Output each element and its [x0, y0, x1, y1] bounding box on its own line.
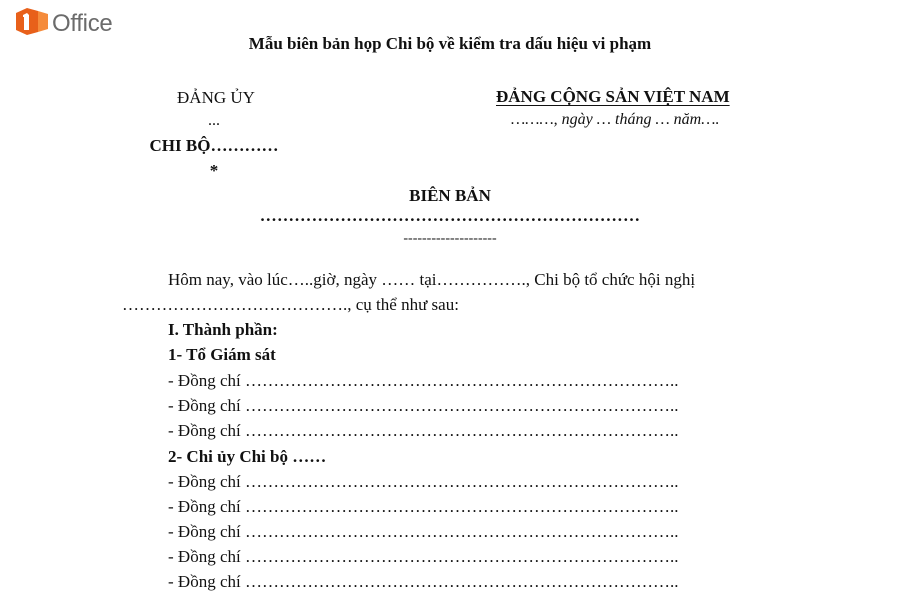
- group-heading-committee: 2- Chi ủy Chi bộ ……: [168, 447, 327, 466]
- place-date-line: ………, ngày … tháng … năm….: [511, 111, 720, 128]
- member-line: - Đồng chí …………………………………………………………………..: [168, 472, 679, 491]
- member-line: - Đồng chí …………………………………………………………………..: [168, 497, 679, 516]
- office-logo-text: Office: [52, 9, 113, 37]
- group-heading-supervision: 1- Tổ Giám sát: [168, 345, 276, 364]
- party-cell: CHI BỘ…………: [149, 136, 279, 155]
- member-line: - Đồng chí …………………………………………………………………..: [168, 547, 679, 566]
- member-line: - Đồng chí …………………………………………………………………..: [168, 522, 679, 541]
- member-line: - Đồng chí …………………………………………………………………..: [168, 572, 679, 591]
- intro-line-2: …………………………………., cụ thể như sau:: [122, 295, 459, 314]
- section-heading: I. Thành phần:: [168, 320, 278, 339]
- party-committee-name: ...: [208, 112, 220, 129]
- document-title: Mẫu biên bản họp Chi bộ về kiểm tra dấu hiệu vi phạm: [248, 34, 652, 53]
- separator: --------------------: [403, 231, 497, 246]
- minutes-title: BIÊN BẢN: [409, 186, 491, 205]
- member-line: - Đồng chí …………………………………………………………………..: [168, 396, 679, 415]
- intro-line-1: Hôm nay, vào lúc…..giờ, ngày …… tại……………., Chi bộ tổ chức hội nghị: [168, 270, 696, 289]
- minutes-subject-placeholder: …………………………………………………………: [259, 206, 641, 225]
- party-committee: ĐẢNG ỦY: [177, 88, 255, 107]
- star-mark: *: [209, 161, 219, 180]
- member-line: - Đồng chí …………………………………………………………………..: [168, 371, 679, 390]
- party-name-header: ĐẢNG CỘNG SẢN VIỆT NAM: [496, 87, 730, 106]
- member-line: - Đồng chí …………………………………………………………………..: [168, 421, 679, 440]
